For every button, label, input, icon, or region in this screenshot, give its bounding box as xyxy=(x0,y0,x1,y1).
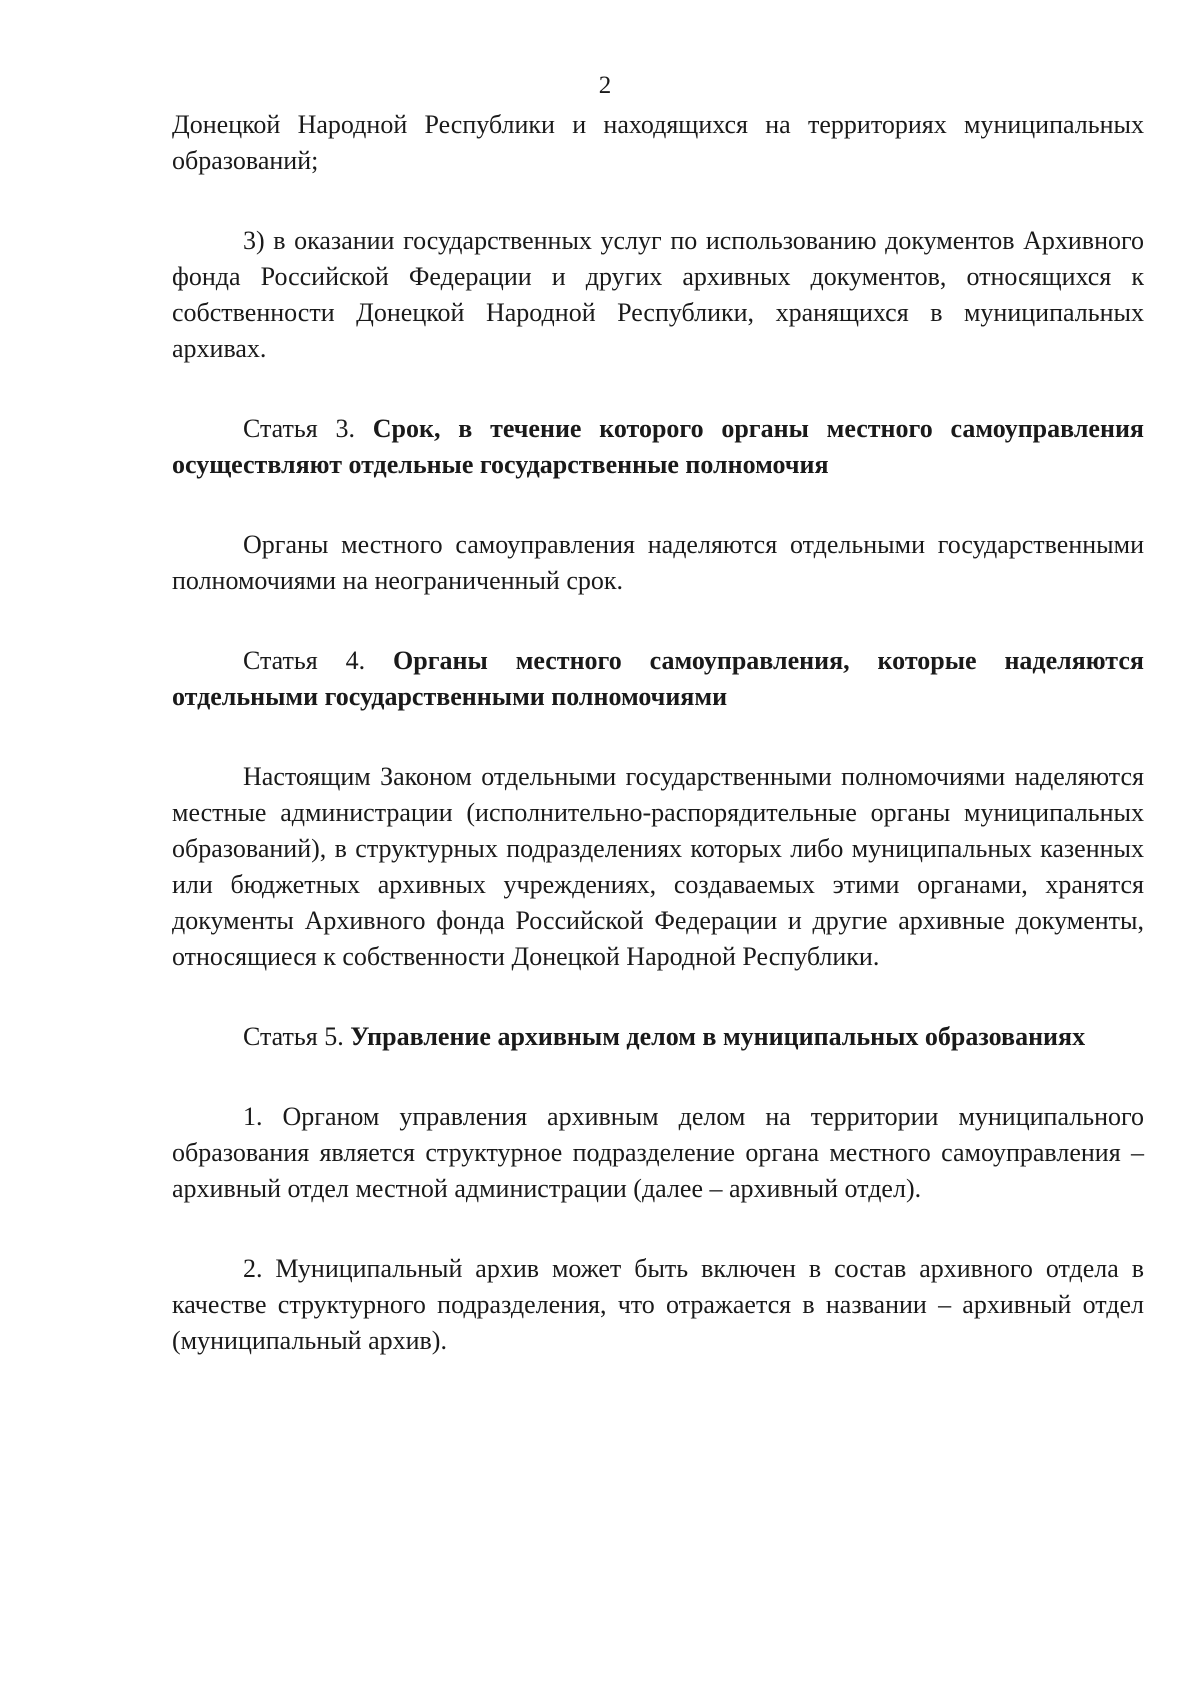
article-5-label: Статья 5. xyxy=(243,1022,344,1051)
article-5-paragraph-2: 2. Муниципальный архив может быть включен в состав архивного отдела в качестве структурного подразделения, что отражается в названии – архивный отдел (муниципальный архив). xyxy=(172,1254,1144,1355)
article-3-title: Срок, в течение которого органы местного самоуправления осуществляют отдельные государственные полномочия xyxy=(172,414,1144,479)
document-body xyxy=(172,107,1144,1359)
article-3-text: Органы местного самоуправления наделяются отдельными государственными полномочиями на неограниченный срок. xyxy=(172,530,1144,595)
paragraph-item-3: 3) в оказании государственных услуг по использованию документов Архивного фонда Российской Федерации и других архивных документов, относящихся к собственности Донецкой Народной Республики, хранящихся в муниципальных архивах. xyxy=(172,226,1144,363)
article-4-heading xyxy=(172,643,1144,715)
article-4-title: Органы местного самоуправления, которые наделяются отдельными государственными полномочиями xyxy=(172,646,1145,711)
page-number: 2 xyxy=(598,72,612,99)
article-5-paragraph-1: 1. Органом управления архивным делом на территории муниципального образования является структурное подразделение органа местного самоуправления – архивный отдел местной администрации (далее – архивный отдел). xyxy=(172,1102,1144,1203)
paragraph-continuation: Донецкой Народной Республики и находящихся на территориях муниципальных образований; xyxy=(172,110,1144,175)
article-3-heading xyxy=(172,411,1144,483)
article-3-label: Статья 3. xyxy=(243,414,355,443)
article-4-text: Настоящим Законом отдельными государственными полномочиями наделяются местные администрации (исполнительно-распорядительные органы муниципальных образований), в структурных подразделениях которых либо муниципальных казенных или бюджетных архивных учреждениях, создаваемых этими органами, хранятся документы Архивного фонда Российской Федерации и другие архивные документы, относящиеся к собственности Донецкой Народной Республики. xyxy=(172,762,1144,971)
article-5-heading xyxy=(172,1019,1144,1055)
article-4-label: Статья 4. xyxy=(243,646,366,675)
article-5-title: Управление архивным делом в муниципальных образованиях xyxy=(350,1022,1086,1051)
